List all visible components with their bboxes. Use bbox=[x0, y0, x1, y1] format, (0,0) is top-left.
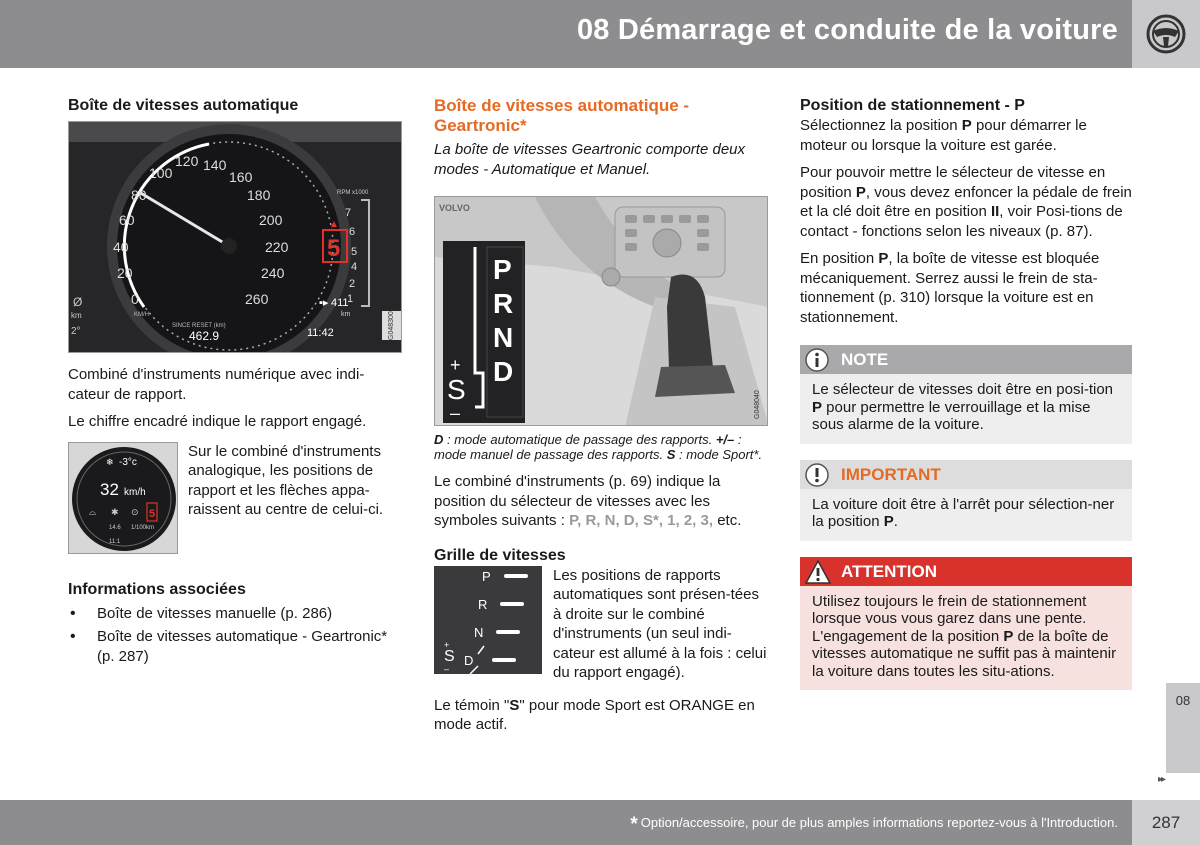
brand-logo: VOLVO bbox=[439, 203, 470, 213]
caption-text: : mode manuel de passage des rapports. bbox=[434, 432, 742, 462]
gate-letter: P bbox=[493, 254, 512, 285]
speed-tick: 240 bbox=[261, 265, 285, 281]
gear-symbols: P, R, N, D, S*, 1, 2, 3, bbox=[569, 512, 714, 529]
grid-description: Les positions de rapports automatiques sont présen-tées à droite sur le combiné d'instruments (un seul indi-cateur est allumé à la fois : celui du rapport engagé). bbox=[553, 566, 767, 681]
term: P bbox=[812, 398, 823, 416]
analog-speed-unit: km/h bbox=[124, 486, 146, 498]
caption-term: S bbox=[666, 447, 676, 462]
related-list bbox=[68, 604, 404, 667]
gear-selector-figure bbox=[434, 196, 768, 426]
gate-letter: R bbox=[493, 288, 514, 319]
speed-tick: 80 bbox=[131, 187, 147, 203]
note-box bbox=[800, 345, 1132, 444]
since-reset-label: SINCE RESET (km) bbox=[172, 323, 226, 329]
column-2 bbox=[434, 96, 770, 735]
term: II bbox=[990, 203, 1000, 220]
paragraph-text: Le combiné d'instruments (p. 69) indique la position du sélecteur de vitesses avec les symboles suivants : bbox=[434, 473, 721, 529]
rpm-tick: 6 bbox=[349, 226, 356, 238]
gear-grid-figure bbox=[434, 566, 542, 674]
text: pour permettre le verrouillage et la mise sous alarme de la voiture. bbox=[812, 398, 1091, 433]
plus-symbol: + bbox=[450, 355, 461, 375]
gear-arrow-icon: ▲ bbox=[329, 219, 339, 230]
speed-tick: 160 bbox=[229, 169, 253, 185]
term: P bbox=[1003, 627, 1014, 645]
text: , la boîte de vitesse est bloquée mécaniquement. Serrez aussi le frein de sta-tionnement (p. 310) lorsque la voiture est en stationnement. bbox=[800, 250, 1100, 326]
speed-tick: 220 bbox=[265, 239, 289, 255]
paragraph: Combiné d'instruments numérique avec indi-cateur de rapport. bbox=[68, 366, 365, 403]
grid-letter: N bbox=[474, 624, 484, 640]
speed-tick: 120 bbox=[175, 153, 199, 169]
minus-symbol: – bbox=[450, 403, 461, 423]
rpm-label: RPM x1000 bbox=[337, 190, 369, 196]
gate-letter: N bbox=[493, 322, 514, 353]
speed-tick: 200 bbox=[259, 212, 283, 228]
column-1 bbox=[68, 96, 404, 666]
analog-description: Sur le combiné d'instruments analogique, les positions de rapport et les flèches appa-raissent au centre de celui-ci. bbox=[188, 442, 384, 518]
important-title: IMPORTANT bbox=[841, 464, 941, 484]
figure-code: G048300 bbox=[382, 311, 402, 340]
term: P bbox=[883, 513, 894, 530]
clock: 11:42 bbox=[307, 327, 334, 339]
grid-letter: R bbox=[478, 596, 488, 612]
sport-letter: S bbox=[447, 374, 466, 405]
analog-speed: 32 bbox=[100, 479, 119, 499]
analog-odo: 11:1 bbox=[109, 538, 121, 545]
speed-tick: 20 bbox=[117, 265, 133, 281]
caption-text: : mode Sport*. bbox=[675, 447, 763, 462]
paragraph-end: etc. bbox=[717, 512, 742, 529]
paragraph-text: Le témoin " bbox=[434, 696, 510, 714]
exclamation-icon bbox=[805, 463, 829, 487]
speed-tick: 0 bbox=[131, 291, 139, 307]
speed-unit: KM/H bbox=[134, 312, 149, 318]
range-value: 411 bbox=[331, 297, 349, 309]
rpm-tick: 2 bbox=[349, 278, 356, 290]
analog-cluster-illustration bbox=[69, 443, 178, 554]
analog-cons: 14.6 bbox=[109, 524, 121, 531]
text: de la boîte de vitesses automatique ne suffit pas à maintenir la voiture dans toutes les situ-ations. bbox=[812, 627, 1117, 680]
related-link[interactable]: • Boîte de vitesses manuelle (p. 286) bbox=[68, 604, 404, 624]
avg-symbol: Ø bbox=[73, 295, 83, 309]
caption-text: : mode automatique de passage des rapports. bbox=[443, 432, 716, 447]
chapter-icon-box bbox=[1132, 0, 1200, 68]
rpm-tick: 4 bbox=[351, 261, 358, 273]
digital-cluster-figure bbox=[68, 121, 402, 353]
trip-value: 462.9 bbox=[189, 329, 220, 343]
analog-temp: -3°c bbox=[119, 456, 137, 468]
analog-gear: 5 bbox=[149, 507, 156, 520]
attention-title: ATTENTION bbox=[841, 561, 938, 581]
speed-tick: 260 bbox=[245, 291, 269, 307]
figure-code: G048040 bbox=[754, 390, 761, 419]
speed-tick: 60 bbox=[119, 212, 135, 228]
text: , vous devez enfoncer la pédale de frein et la clé doit être en position bbox=[800, 183, 1132, 220]
sport-term: S bbox=[509, 696, 520, 714]
important-body bbox=[800, 489, 1132, 541]
speed-tick: 180 bbox=[247, 187, 271, 203]
grid-letter: D bbox=[464, 652, 474, 668]
section-heading: Position de stationnement - P bbox=[800, 97, 1025, 114]
chapter-title: 08 Démarrage et conduite de la voiture bbox=[576, 14, 1118, 46]
grid-minus: – bbox=[444, 663, 450, 674]
analog-cluster-figure bbox=[68, 442, 178, 554]
section-heading: Boîte de vitesses automatique bbox=[68, 97, 299, 114]
grid-heading: Grille de vitesses bbox=[434, 546, 566, 564]
digital-cluster-illustration bbox=[69, 122, 402, 353]
outside-temp: 2° bbox=[71, 326, 81, 337]
paragraph bbox=[800, 249, 1132, 327]
avg-unit: km bbox=[71, 311, 82, 320]
rpm-tick: 5 bbox=[351, 246, 358, 258]
analog-cluster-block bbox=[68, 442, 404, 554]
text: Pour pouvoir mettre le sélecteur de vitesse en position bbox=[800, 164, 1106, 201]
steering-wheel-icon bbox=[1145, 13, 1187, 55]
note-header bbox=[800, 345, 1132, 374]
warning-triangle-icon bbox=[805, 560, 831, 584]
caption-term: +/– bbox=[715, 432, 735, 447]
text: Sélectionnez la position bbox=[800, 117, 962, 134]
range-unit: km bbox=[341, 311, 351, 318]
gear-indicator: 5 bbox=[327, 235, 341, 262]
speed-tick: 40 bbox=[113, 239, 129, 255]
term: P bbox=[961, 117, 972, 134]
figure-caption bbox=[434, 432, 770, 462]
attention-header bbox=[800, 557, 1132, 586]
intro-text: La boîte de vitesses Geartronic comporte deux modes - Automatique et Manuel. bbox=[434, 141, 746, 178]
paragraph bbox=[800, 163, 1132, 241]
important-header bbox=[800, 460, 1132, 489]
gear-selector-illustration bbox=[435, 197, 768, 426]
wiper-icon: ⌓ bbox=[89, 506, 97, 517]
page-number: 287 bbox=[1132, 800, 1200, 845]
speed-tick: 100 bbox=[149, 165, 173, 181]
rpm-tick: 1 bbox=[347, 293, 354, 305]
caption-term: D bbox=[434, 432, 444, 447]
grid-letter: P bbox=[482, 568, 491, 584]
term: P bbox=[878, 250, 889, 267]
footnote-text: Option/accessoire, pour de plus amples informations reportez-vous à l'Introduction. bbox=[640, 815, 1118, 830]
text: , voir Posi-tions de contact - fonctions selon les niveaux (p. 87). bbox=[800, 203, 1123, 240]
footnote-star: * bbox=[630, 814, 638, 835]
fuel-icon: ▪▸ bbox=[319, 297, 329, 309]
rpm-tick: 7 bbox=[345, 207, 352, 219]
attention-box bbox=[800, 557, 1132, 691]
text: La voiture doit être à l'arrêt pour sélection-ner la position bbox=[812, 495, 1115, 530]
text: Le sélecteur de vitesses doit être en posi-tion bbox=[812, 381, 1114, 398]
analog-cons-unit: 1/100km bbox=[131, 524, 155, 531]
term: P bbox=[855, 183, 866, 201]
text: . bbox=[893, 513, 898, 530]
footnote bbox=[630, 814, 1118, 836]
gear-grid-illustration bbox=[434, 566, 542, 674]
paragraph-text: " pour mode Sport est ORANGE en mode actif. bbox=[434, 696, 755, 733]
snowflake-icon: ❄ bbox=[106, 456, 114, 467]
attention-body bbox=[800, 586, 1132, 691]
note-title: NOTE bbox=[841, 350, 889, 369]
paragraph: Le chiffre encadré indique le rapport engagé. bbox=[68, 413, 367, 430]
page-footer bbox=[0, 800, 1200, 845]
sign-icon: ⊙ bbox=[131, 506, 139, 517]
related-link[interactable]: • Boîte de vitesses automatique - Geartronic* (p. 287) bbox=[68, 627, 404, 666]
note-body bbox=[800, 374, 1132, 444]
traffic-icon: ✱ bbox=[111, 506, 119, 517]
page-header bbox=[0, 0, 1200, 68]
grid-sport-letter: S bbox=[444, 647, 455, 665]
speed-tick: 140 bbox=[203, 157, 227, 173]
info-icon bbox=[805, 348, 829, 372]
text: Utilisez toujours le frein de stationnement lorsque vous vous garez dans une pente. L'engagement de la position bbox=[812, 592, 1087, 645]
text: pour démarrer le moteur ou lorsque la voiture est garée. bbox=[800, 117, 1087, 154]
paragraph bbox=[434, 472, 770, 531]
section-heading: Boîte de vitesses automatique - Geartronic* bbox=[434, 96, 690, 135]
paragraph bbox=[800, 116, 1132, 155]
related-heading: Informations associées bbox=[68, 580, 246, 598]
important-box bbox=[800, 460, 1132, 541]
chapter-tab[interactable]: 08 bbox=[1166, 683, 1200, 773]
gate-letter: D bbox=[493, 356, 514, 387]
continue-arrow-icon: ▸▸ bbox=[1158, 774, 1165, 785]
column-3 bbox=[800, 96, 1132, 690]
grid-plus: + bbox=[444, 639, 450, 650]
text: En position bbox=[800, 250, 879, 267]
gear-grid-block bbox=[434, 566, 770, 683]
paragraph bbox=[434, 696, 770, 735]
